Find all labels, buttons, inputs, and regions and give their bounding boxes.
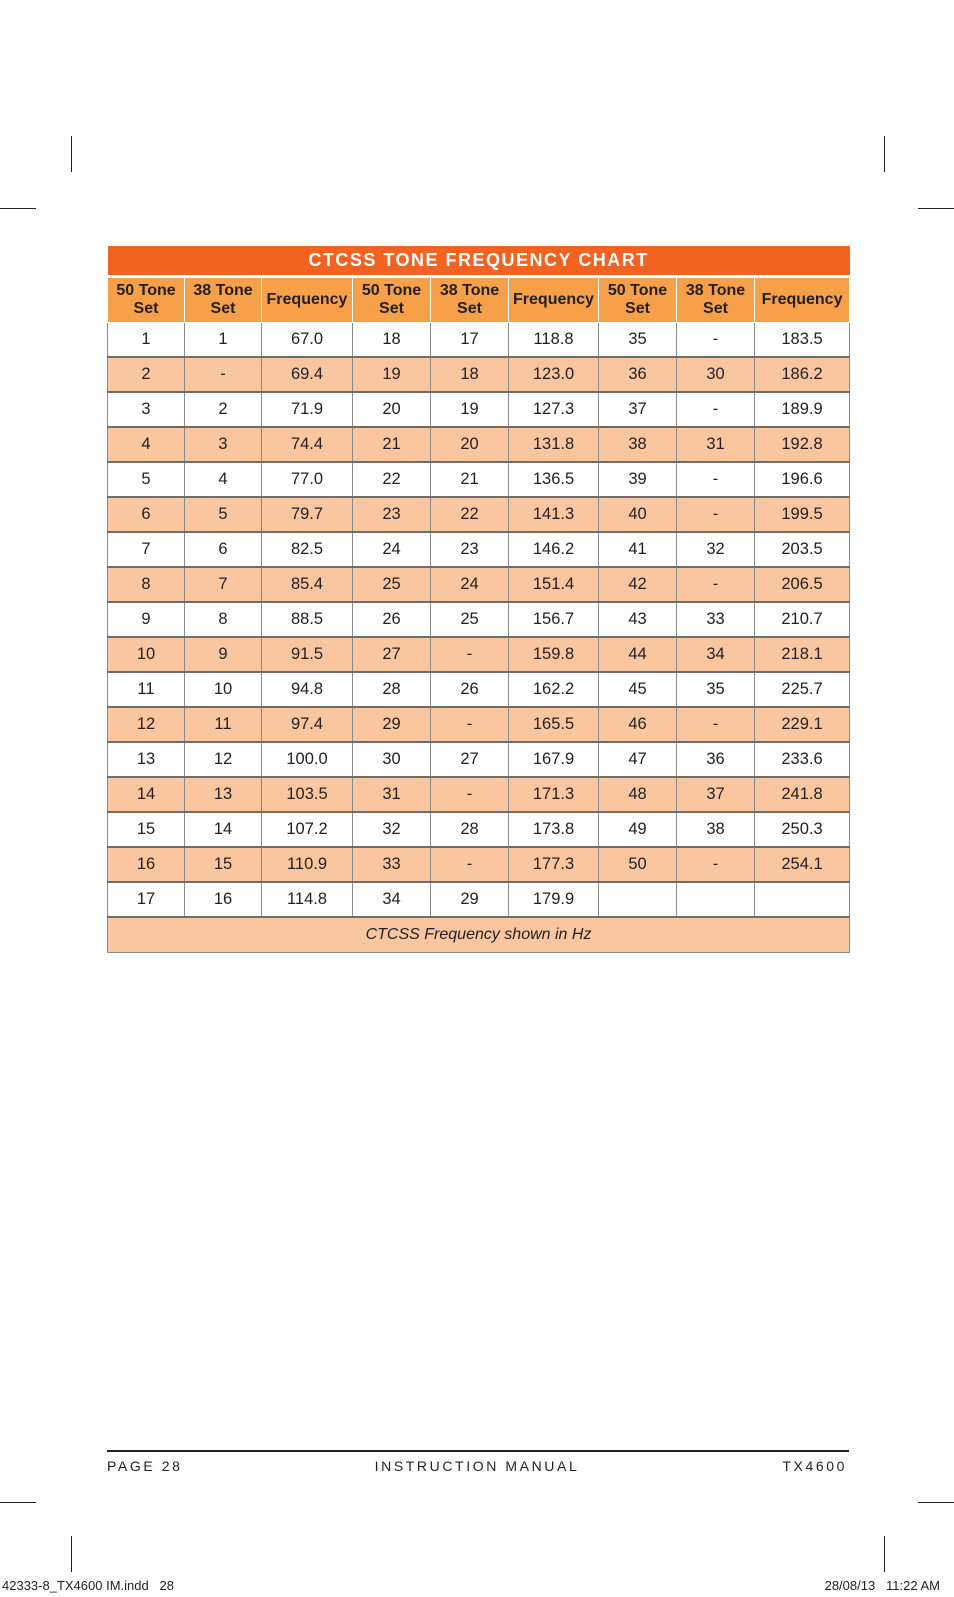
table-cell: 29: [353, 707, 431, 742]
table-row: [108, 323, 850, 358]
table-cell: 16: [108, 847, 185, 882]
table-cell: 146.2: [509, 532, 599, 567]
table-cell: 151.4: [509, 567, 599, 602]
table-cell: 229.1: [755, 707, 850, 742]
column-header-line: 38 Tone: [439, 282, 500, 299]
crop-mark: [71, 1536, 72, 1572]
table-cell: -: [431, 637, 509, 672]
table-cell: 45: [599, 672, 677, 707]
crop-mark: [0, 208, 36, 209]
table-cell: -: [677, 567, 755, 602]
table-cell: 14: [108, 777, 185, 812]
table-row: [108, 777, 850, 812]
table-cell: 1: [185, 323, 262, 358]
table-row: [108, 357, 850, 392]
table-cell: 77.0: [262, 462, 353, 497]
table-cell: 6: [185, 532, 262, 567]
table-cell: 24: [431, 567, 509, 602]
table-cell: -: [185, 357, 262, 392]
table-cell: 103.5: [262, 777, 353, 812]
table-cell: 17: [108, 882, 185, 917]
table-cell: 23: [431, 532, 509, 567]
table-cell: 21: [431, 462, 509, 497]
table-cell: 9: [185, 637, 262, 672]
crop-mark: [71, 136, 72, 172]
table-row: [108, 882, 850, 917]
table-row: [108, 427, 850, 462]
table-row: [108, 392, 850, 427]
crop-mark: [0, 1502, 36, 1503]
table-cell: 19: [431, 392, 509, 427]
table-cell: 10: [108, 637, 185, 672]
table-cell: 5: [185, 497, 262, 532]
model-number: TX4600: [782, 1458, 847, 1474]
table-cell: 27: [353, 637, 431, 672]
table-cell: -: [677, 707, 755, 742]
table-cell: 26: [353, 602, 431, 637]
table-cell: 3: [185, 427, 262, 462]
table-cell: -: [431, 847, 509, 882]
table-cell: 67.0: [262, 323, 353, 358]
table-cell: 26: [431, 672, 509, 707]
column-header-line: 50 Tone: [361, 282, 422, 299]
table-cell: -: [431, 777, 509, 812]
table-cell: 5: [108, 462, 185, 497]
table-cell: -: [677, 462, 755, 497]
manual-title: INSTRUCTION MANUAL: [374, 1458, 580, 1474]
column-header-line: 50 Tone: [116, 282, 176, 299]
table-cell: -: [677, 847, 755, 882]
table-cell: 254.1: [755, 847, 850, 882]
table-cell: 189.9: [755, 392, 850, 427]
table-cell: 4: [108, 427, 185, 462]
table-cell: 23: [353, 497, 431, 532]
table-cell: 12: [108, 707, 185, 742]
table-row: [108, 532, 850, 567]
column-header-line: Set: [625, 300, 650, 317]
table-cell: 24: [353, 532, 431, 567]
table-cell: 31: [353, 777, 431, 812]
table-cell: 1: [108, 323, 185, 358]
column-header-line: 38 Tone: [685, 282, 746, 299]
slug-filename: 42333-8_TX4600 IM.indd 28: [2, 1578, 175, 1593]
column-header: [509, 277, 599, 323]
table-cell: 28: [431, 812, 509, 847]
table-body: [108, 323, 850, 918]
table-cell: 250.3: [755, 812, 850, 847]
column-header: [185, 277, 262, 323]
table-cell: 36: [677, 742, 755, 777]
table-cell: 3: [108, 392, 185, 427]
table-cell: 21: [353, 427, 431, 462]
table-cell: 19: [353, 357, 431, 392]
table-cell: 79.7: [262, 497, 353, 532]
table-cell: 50: [599, 847, 677, 882]
crop-mark: [918, 1502, 954, 1503]
table-row: [108, 812, 850, 847]
table-cell: 183.5: [755, 323, 850, 358]
table-cell: 107.2: [262, 812, 353, 847]
table-cell: 15: [185, 847, 262, 882]
table-cell: 37: [677, 777, 755, 812]
column-header-line: Set: [703, 300, 728, 317]
table-cell: 31: [677, 427, 755, 462]
table-cell: 186.2: [755, 357, 850, 392]
table-cell: 159.8: [509, 637, 599, 672]
column-header: [677, 277, 755, 323]
table-cell: 22: [353, 462, 431, 497]
table-cell: 30: [677, 357, 755, 392]
table-cell: 85.4: [262, 567, 353, 602]
table-cell: 2: [185, 392, 262, 427]
column-header-line: Frequency: [513, 291, 594, 308]
table-cell: 162.2: [509, 672, 599, 707]
table-cell: 88.5: [262, 602, 353, 637]
table-cell: 13: [185, 777, 262, 812]
table-cell: 127.3: [509, 392, 599, 427]
column-header: [353, 277, 431, 323]
table-cell: [677, 882, 755, 917]
table-row: [108, 742, 850, 777]
table-cell: 42: [599, 567, 677, 602]
table-cell: 15: [108, 812, 185, 847]
table-cell: 30: [353, 742, 431, 777]
column-header-line: Frequency: [266, 291, 348, 308]
table-cell: 206.5: [755, 567, 850, 602]
table-cell: -: [431, 707, 509, 742]
table-cell: 196.6: [755, 462, 850, 497]
frequency-unit-note: CTCSS Frequency shown in Hz: [108, 917, 850, 953]
table-row: [108, 567, 850, 602]
table-cell: 25: [353, 567, 431, 602]
table-cell: 94.8: [262, 672, 353, 707]
crop-mark: [918, 208, 954, 209]
column-header-line: Set: [210, 300, 236, 317]
table-cell: [599, 882, 677, 917]
table-cell: 179.9: [509, 882, 599, 917]
table-cell: 14: [185, 812, 262, 847]
table-cell: 47: [599, 742, 677, 777]
table-cell: 35: [677, 672, 755, 707]
table-cell: 218.1: [755, 637, 850, 672]
table-cell: 39: [599, 462, 677, 497]
table-cell: 71.9: [262, 392, 353, 427]
table-cell: 225.7: [755, 672, 850, 707]
column-headers: [108, 277, 850, 323]
column-header: [262, 277, 353, 323]
table-cell: 4: [185, 462, 262, 497]
table-row: [108, 847, 850, 882]
crop-mark: [884, 1536, 885, 1572]
table-cell: 33: [353, 847, 431, 882]
table-cell: 13: [108, 742, 185, 777]
column-header-line: Set: [457, 300, 482, 317]
table-cell: 97.4: [262, 707, 353, 742]
table-cell: 33: [677, 602, 755, 637]
table-cell: 91.5: [262, 637, 353, 672]
table-cell: 16: [185, 882, 262, 917]
column-header: [431, 277, 509, 323]
ctcss-frequency-table: [107, 246, 850, 953]
table-cell: 74.4: [262, 427, 353, 462]
table-cell: 34: [353, 882, 431, 917]
table-cell: 38: [599, 427, 677, 462]
table-cell: 8: [108, 567, 185, 602]
crop-mark: [884, 136, 885, 172]
table-cell: 41: [599, 532, 677, 567]
table-cell: 156.7: [509, 602, 599, 637]
table-cell: 9: [108, 602, 185, 637]
table-row: [108, 672, 850, 707]
table-row: [108, 637, 850, 672]
table-cell: 173.8: [509, 812, 599, 847]
column-header-line: 38 Tone: [193, 282, 253, 299]
table-cell: 192.8: [755, 427, 850, 462]
table-cell: 49: [599, 812, 677, 847]
table-cell: 36: [599, 357, 677, 392]
table-cell: 20: [353, 392, 431, 427]
table-cell: 199.5: [755, 497, 850, 532]
table-row: [108, 707, 850, 742]
table-cell: 167.9: [509, 742, 599, 777]
table-cell: 100.0: [262, 742, 353, 777]
table-cell: 25: [431, 602, 509, 637]
table-cell: 43: [599, 602, 677, 637]
column-header: [755, 277, 850, 323]
table-row: [108, 462, 850, 497]
table-cell: 131.8: [509, 427, 599, 462]
table-cell: -: [677, 323, 755, 358]
table-cell: 177.3: [509, 847, 599, 882]
page-number: PAGE 28: [107, 1458, 183, 1474]
table-cell: 165.5: [509, 707, 599, 742]
table-cell: -: [677, 497, 755, 532]
table-row: [108, 602, 850, 637]
table-cell: 38: [677, 812, 755, 847]
table-cell: 22: [431, 497, 509, 532]
table-cell: 203.5: [755, 532, 850, 567]
table-cell: 18: [431, 357, 509, 392]
table-cell: 35: [599, 323, 677, 358]
table-cell: 11: [185, 707, 262, 742]
table-cell: 32: [353, 812, 431, 847]
table-cell: 32: [677, 532, 755, 567]
column-header: [599, 277, 677, 323]
column-header-line: Frequency: [761, 291, 843, 308]
table-cell: 136.5: [509, 462, 599, 497]
table-cell: 12: [185, 742, 262, 777]
table-row: [108, 497, 850, 532]
table-cell: 46: [599, 707, 677, 742]
table-cell: 40: [599, 497, 677, 532]
table-cell: 8: [185, 602, 262, 637]
table-cell: 241.8: [755, 777, 850, 812]
table-cell: 37: [599, 392, 677, 427]
table-cell: 34: [677, 637, 755, 672]
table-cell: 123.0: [509, 357, 599, 392]
table-cell: 48: [599, 777, 677, 812]
column-header-line: 50 Tone: [607, 282, 668, 299]
table-cell: 233.6: [755, 742, 850, 777]
table-cell: 7: [108, 532, 185, 567]
table-cell: 29: [431, 882, 509, 917]
table-cell: 69.4: [262, 357, 353, 392]
table-cell: 6: [108, 497, 185, 532]
table-cell: 114.8: [262, 882, 353, 917]
table-cell: 110.9: [262, 847, 353, 882]
table-cell: 82.5: [262, 532, 353, 567]
table-cell: 28: [353, 672, 431, 707]
table-cell: 171.3: [509, 777, 599, 812]
table-cell: 27: [431, 742, 509, 777]
table-cell: 10: [185, 672, 262, 707]
table-cell: -: [677, 392, 755, 427]
column-header-line: Set: [133, 300, 159, 317]
table-cell: 210.7: [755, 602, 850, 637]
table-cell: 118.8: [509, 323, 599, 358]
table-cell: [755, 882, 850, 917]
slug-datetime: 28/08/13 11:22 AM: [824, 1578, 940, 1593]
column-header-line: Set: [379, 300, 404, 317]
footer-rule: [107, 1450, 849, 1452]
table-cell: 11: [108, 672, 185, 707]
table-cell: 18: [353, 323, 431, 358]
table-cell: 7: [185, 567, 262, 602]
table-cell: 2: [108, 357, 185, 392]
table-cell: 44: [599, 637, 677, 672]
table-cell: 141.3: [509, 497, 599, 532]
table-cell: 17: [431, 323, 509, 358]
column-header: [108, 277, 185, 323]
table-cell: 20: [431, 427, 509, 462]
chart-title: CTCSS TONE FREQUENCY CHART: [108, 246, 850, 277]
